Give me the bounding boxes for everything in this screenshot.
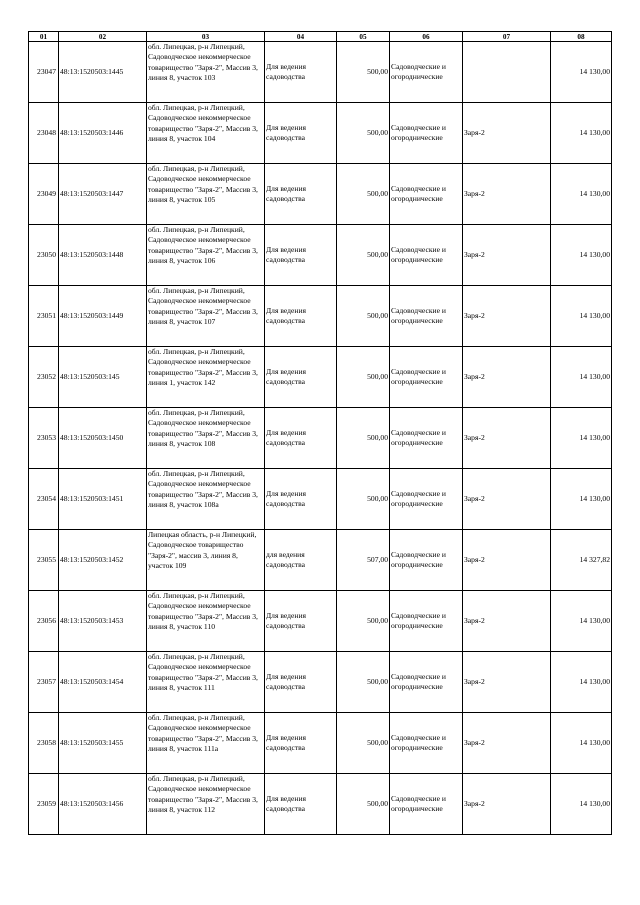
address-cell [147, 42, 265, 103]
row-number: 23052 [29, 347, 59, 408]
area-cell: 500,00 [337, 225, 390, 286]
permitted-use-cell: Для ведения садоводства [265, 286, 337, 347]
table-row [29, 42, 612, 103]
land-category-cell: Садоводческие и огороднические [390, 530, 463, 591]
document-page [28, 31, 611, 835]
address-cell [147, 164, 265, 225]
permitted-use-cell: Для ведения садоводства [265, 164, 337, 225]
settlement-cell [463, 42, 551, 103]
settlement-cell: Заря-2 [463, 530, 551, 591]
column-header: 07 [463, 32, 551, 42]
land-category-cell: Садоводческие и огороднические [390, 347, 463, 408]
row-number: 23048 [29, 103, 59, 164]
row-number: 23055 [29, 530, 59, 591]
address-text: обл. Липецкая, р-н Липецкий, Садоводческое некоммерческое товарищество "Заря-2", Массив 3, линия 8, участок 106 [148, 225, 258, 266]
area-cell: 500,00 [337, 591, 390, 652]
settlement-cell: Заря-2 [463, 164, 551, 225]
address-cell [147, 469, 265, 530]
area-cell: 500,00 [337, 469, 390, 530]
permitted-use-cell: Для ведения садоводства [265, 469, 337, 530]
cadastral-number: 48:13:1520503:1452 [59, 530, 147, 591]
cadastral-number: 48:13:1520503:1449 [59, 286, 147, 347]
address-text: обл. Липецкая, р-н Липецкий, Садоводческое некоммерческое товарищество "Заря-2", Массив 3, линия 8, участок 105 [148, 164, 258, 205]
permitted-use-cell: Для ведения садоводства [265, 42, 337, 103]
cadastral-value-cell: 14 130,00 [551, 103, 612, 164]
settlement-cell: Заря-2 [463, 713, 551, 774]
column-header: 01 [29, 32, 59, 42]
table-row [29, 530, 612, 591]
area-cell: 500,00 [337, 652, 390, 713]
cadastral-number: 48:13:1520503:145 [59, 347, 147, 408]
column-header: 06 [390, 32, 463, 42]
table-row [29, 408, 612, 469]
settlement-cell: Заря-2 [463, 103, 551, 164]
cadastral-number: 48:13:1520503:1446 [59, 103, 147, 164]
land-category-cell: Садоводческие и огороднические [390, 713, 463, 774]
area-cell: 500,00 [337, 286, 390, 347]
address-text: обл. Липецкая, р-н Липецкий, Садоводческое некоммерческое товарищество "Заря-2", Массив 3, линия 8, участок 112 [148, 774, 258, 815]
table-row [29, 103, 612, 164]
settlement-cell: Заря-2 [463, 347, 551, 408]
address-cell [147, 286, 265, 347]
cadastral-value-cell: 14 327,82 [551, 530, 612, 591]
permitted-use-cell: Для ведения садоводства [265, 713, 337, 774]
cadastral-value-cell: 14 130,00 [551, 164, 612, 225]
row-number: 23049 [29, 164, 59, 225]
cadastral-number: 48:13:1520503:1448 [59, 225, 147, 286]
land-category-cell: Садоводческие и огороднические [390, 774, 463, 835]
settlement-cell: Заря-2 [463, 469, 551, 530]
cadastral-value-cell: 14 130,00 [551, 652, 612, 713]
column-header: 04 [265, 32, 337, 42]
cadastral-number: 48:13:1520503:1445 [59, 42, 147, 103]
address-cell [147, 591, 265, 652]
cadastral-value-cell: 14 130,00 [551, 408, 612, 469]
cadastral-value-cell: 14 130,00 [551, 286, 612, 347]
land-category-cell: Садоводческие и огороднические [390, 286, 463, 347]
row-number: 23057 [29, 652, 59, 713]
settlement-cell: Заря-2 [463, 225, 551, 286]
row-number: 23056 [29, 591, 59, 652]
column-header: 08 [551, 32, 612, 42]
land-category-cell: Садоводческие и огороднические [390, 408, 463, 469]
address-text: обл. Липецкая, р-н Липецкий, Садоводческое некоммерческое товарищество "Заря-2", Массив 3, линия 8, участок 103 [148, 42, 258, 83]
row-number: 23051 [29, 286, 59, 347]
cadastral-value-cell: 14 130,00 [551, 42, 612, 103]
area-cell: 500,00 [337, 347, 390, 408]
row-number: 23053 [29, 408, 59, 469]
address-text: обл. Липецкая, р-н Липецкий, Садоводческое некоммерческое товарищество "Заря-2", Массив 3, линия 8, участок 108 [148, 408, 258, 449]
column-header: 02 [59, 32, 147, 42]
address-cell [147, 408, 265, 469]
column-header: 03 [147, 32, 265, 42]
address-text: обл. Липецкая, р-н Липецкий, Садоводческое некоммерческое товарищество "Заря-2", Массив 3, линия 8, участок 111а [148, 713, 258, 754]
address-text: обл. Липецкая, р-н Липецкий, Садоводческое некоммерческое товарищество "Заря-2", Массив 3, линия 1, участок 142 [148, 347, 258, 388]
cadastral-value-cell: 14 130,00 [551, 713, 612, 774]
table-row [29, 591, 612, 652]
row-number: 23054 [29, 469, 59, 530]
permitted-use-cell: Для ведения садоводства [265, 103, 337, 164]
address-cell [147, 103, 265, 164]
area-cell: 500,00 [337, 774, 390, 835]
area-cell: 500,00 [337, 164, 390, 225]
cadastral-number: 48:13:1520503:1453 [59, 591, 147, 652]
table-row [29, 347, 612, 408]
address-cell [147, 713, 265, 774]
address-text: обл. Липецкая, р-н Липецкий, Садоводческое некоммерческое товарищество "Заря-2", Массив 3, линия 8, участок 107 [148, 286, 258, 327]
area-cell: 500,00 [337, 42, 390, 103]
table-row [29, 652, 612, 713]
land-category-cell: Садоводческие и огороднические [390, 42, 463, 103]
settlement-cell: Заря-2 [463, 774, 551, 835]
land-plots-table [28, 31, 612, 835]
land-category-cell: Садоводческие и огороднические [390, 469, 463, 530]
permitted-use-cell: Для ведения садоводства [265, 774, 337, 835]
table-row [29, 286, 612, 347]
land-category-cell: Садоводческие и огороднические [390, 103, 463, 164]
table-row [29, 713, 612, 774]
settlement-cell: Заря-2 [463, 591, 551, 652]
cadastral-number: 48:13:1520503:1454 [59, 652, 147, 713]
cadastral-value-cell: 14 130,00 [551, 774, 612, 835]
table-row [29, 774, 612, 835]
table-row [29, 164, 612, 225]
address-text: обл. Липецкая, р-н Липецкий, Садоводческое некоммерческое товарищество "Заря-2", Массив 3, линия 8, участок 104 [148, 103, 258, 144]
cadastral-number: 48:13:1520503:1451 [59, 469, 147, 530]
address-text: обл. Липецкая, р-н Липецкий, Садоводческое некоммерческое товарищество "Заря-2", Массив 3, линия 8, участок 110 [148, 591, 258, 632]
land-category-cell: Садоводческие и огороднические [390, 164, 463, 225]
settlement-cell: Заря-2 [463, 286, 551, 347]
address-cell [147, 530, 265, 591]
area-cell: 500,00 [337, 408, 390, 469]
address-text: обл. Липецкая, р-н Липецкий, Садоводческое некоммерческое товарищество "Заря-2", Массив 3, линия 8, участок 111 [148, 652, 258, 693]
permitted-use-cell: Для ведения садоводства [265, 591, 337, 652]
permitted-use-cell: Для ведения садоводства [265, 347, 337, 408]
land-category-cell: Садоводческие и огороднические [390, 225, 463, 286]
address-cell [147, 225, 265, 286]
address-text: Липецкая область, р-н Липецкий, Садоводческое товарищество "Заря-2", массив 3, линия 8, участок 109 [148, 530, 257, 571]
table-row [29, 225, 612, 286]
table-header-row [29, 32, 612, 42]
address-cell [147, 347, 265, 408]
land-category-cell: Садоводческие и огороднические [390, 591, 463, 652]
cadastral-value-cell: 14 130,00 [551, 469, 612, 530]
area-cell: 500,00 [337, 103, 390, 164]
table-row [29, 469, 612, 530]
cadastral-number: 48:13:1520503:1456 [59, 774, 147, 835]
cadastral-value-cell: 14 130,00 [551, 225, 612, 286]
cadastral-number: 48:13:1520503:1455 [59, 713, 147, 774]
area-cell: 507,00 [337, 530, 390, 591]
area-cell: 500,00 [337, 713, 390, 774]
cadastral-value-cell: 14 130,00 [551, 591, 612, 652]
row-number: 23050 [29, 225, 59, 286]
cadastral-number: 48:13:1520503:1447 [59, 164, 147, 225]
address-text: обл. Липецкая, р-н Липецкий, Садоводческое некоммерческое товарищество "Заря-2", Массив 3, линия 8, участок 108а [148, 469, 258, 510]
address-cell [147, 652, 265, 713]
settlement-cell: Заря-2 [463, 408, 551, 469]
permitted-use-cell: Для ведения садоводства [265, 652, 337, 713]
permitted-use-cell: Для ведения садоводства [265, 408, 337, 469]
column-header: 05 [337, 32, 390, 42]
table-body [29, 42, 612, 835]
permitted-use-cell: для ведения садоводства [265, 530, 337, 591]
address-cell [147, 774, 265, 835]
settlement-cell: Заря-2 [463, 652, 551, 713]
row-number: 23058 [29, 713, 59, 774]
land-category-cell: Садоводческие и огороднические [390, 652, 463, 713]
cadastral-number: 48:13:1520503:1450 [59, 408, 147, 469]
permitted-use-cell: Для ведения садоводства [265, 225, 337, 286]
row-number: 23059 [29, 774, 59, 835]
cadastral-value-cell: 14 130,00 [551, 347, 612, 408]
row-number: 23047 [29, 42, 59, 103]
